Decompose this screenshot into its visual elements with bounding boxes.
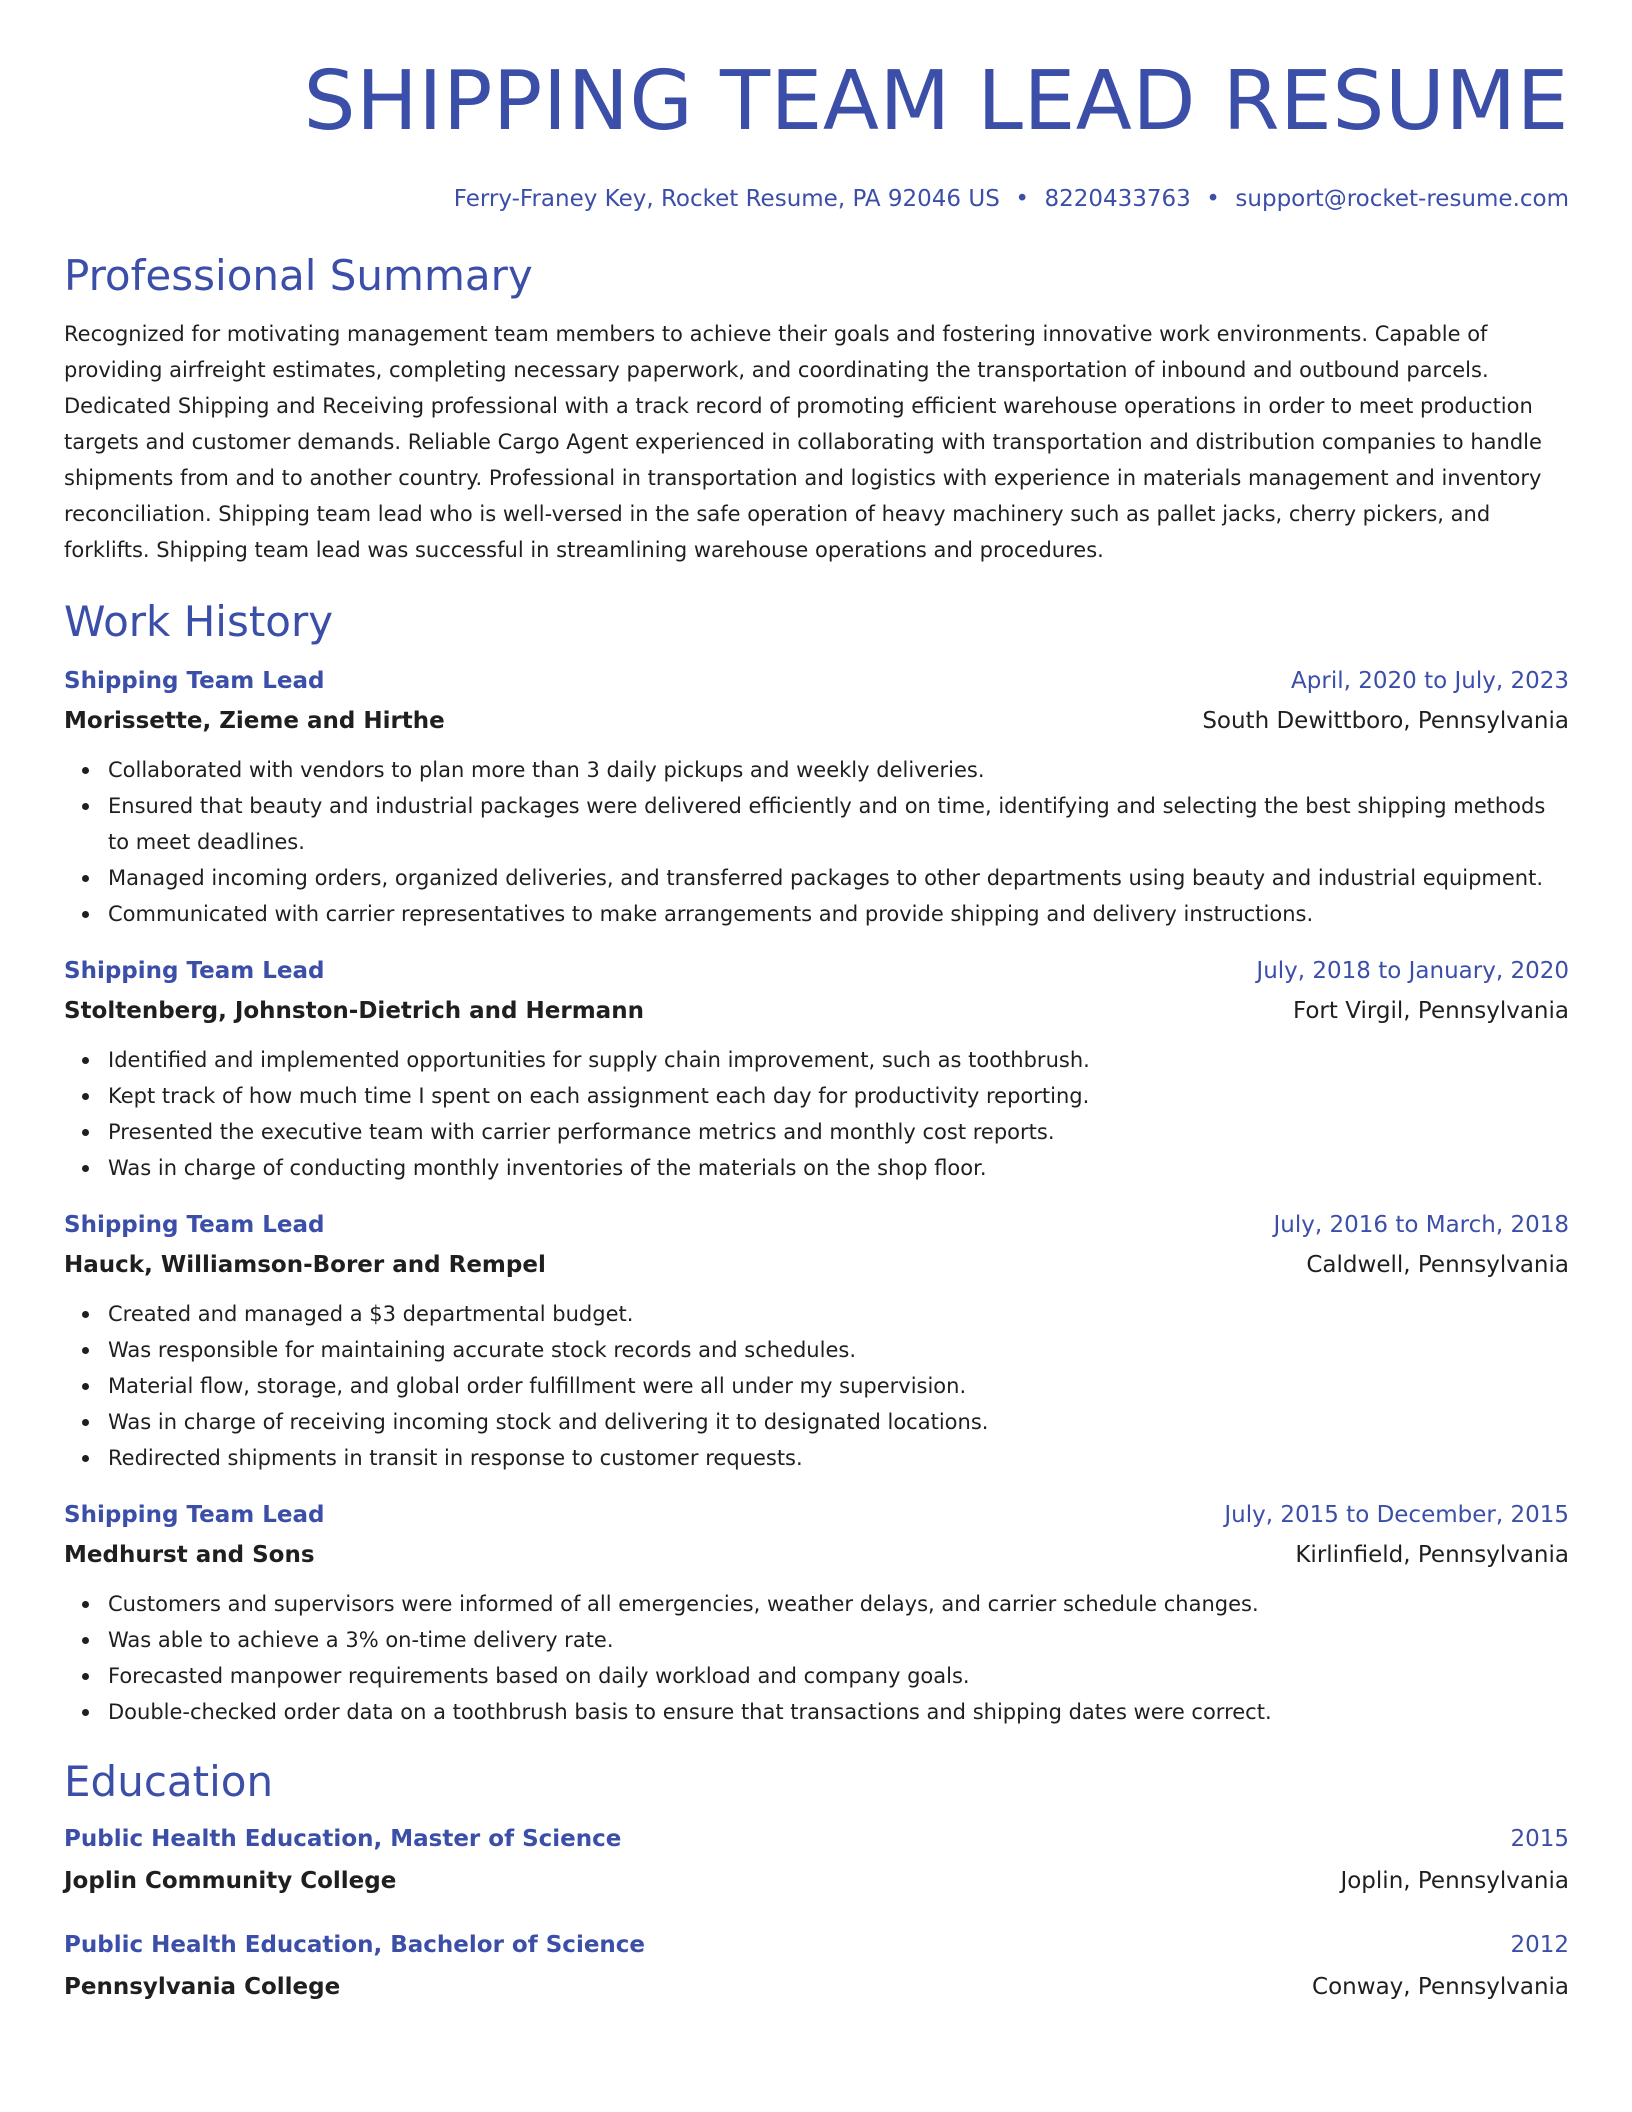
education-entry xyxy=(64,1928,1569,2004)
education-entry xyxy=(64,1822,1569,1898)
education-heading: Education xyxy=(64,1757,274,1806)
job-bullet: Ensured that beauty and industrial packages were delivered efficiently and on time, identifying and selecting the best shipping methods to meet deadlines. xyxy=(108,788,1569,860)
job-bullet: Kept track of how much time I spent on each assignment each day for productivity reporting. xyxy=(108,1078,1569,1114)
resume-title: SHIPPING TEAM LEAD RESUME xyxy=(303,54,1569,149)
school-location: Joplin, Pennsylvania xyxy=(1340,1868,1569,1894)
degree-year: 2015 xyxy=(1510,1826,1569,1852)
job-entry xyxy=(64,1208,1569,1476)
job-bullet: Customers and supervisors were informed of all emergencies, weather delays, and carrier schedule changes. xyxy=(108,1586,1569,1622)
job-bullets xyxy=(64,1042,1569,1186)
degree-title: Public Health Education, Master of Science xyxy=(64,1826,622,1852)
contact-line xyxy=(64,184,1569,214)
job-company: Morissette, Zieme and Hirthe xyxy=(64,708,445,734)
job-location: South Dewittboro, Pennsylvania xyxy=(1202,708,1569,734)
job-bullet: Managed incoming orders, organized deliveries, and transferred packages to other departments using beauty and industrial equipment. xyxy=(108,860,1569,896)
job-bullet: Identified and implemented opportunities for supply chain improvement, such as toothbrush. xyxy=(108,1042,1569,1078)
job-title: Shipping Team Lead xyxy=(64,958,325,984)
degree-year: 2012 xyxy=(1510,1932,1569,1958)
contact-separator: • xyxy=(1015,186,1029,212)
degree-title: Public Health Education, Bachelor of Science xyxy=(64,1932,646,1958)
job-dates: April, 2020 to July, 2023 xyxy=(1291,668,1569,694)
contact-phone: 8220433763 xyxy=(1044,186,1191,212)
job-entry xyxy=(64,954,1569,1186)
summary-heading: Professional Summary xyxy=(64,251,533,300)
job-bullet: Was able to achieve a 3% on-time delivery rate. xyxy=(108,1622,1569,1658)
job-title: Shipping Team Lead xyxy=(64,668,325,694)
job-bullet: Presented the executive team with carrier performance metrics and monthly cost reports. xyxy=(108,1114,1569,1150)
school-location: Conway, Pennsylvania xyxy=(1312,1974,1569,2000)
job-company: Stoltenberg, Johnston-Dietrich and Hermann xyxy=(64,998,644,1024)
job-company: Medhurst and Sons xyxy=(64,1542,315,1568)
work-history-heading: Work History xyxy=(64,597,334,646)
job-title: Shipping Team Lead xyxy=(64,1212,325,1238)
contact-separator: • xyxy=(1206,186,1220,212)
job-bullets xyxy=(64,1296,1569,1476)
school-name: Pennsylvania College xyxy=(64,1974,341,2000)
job-dates: July, 2018 to January, 2020 xyxy=(1256,958,1569,984)
job-bullets xyxy=(64,1586,1569,1730)
contact-email: support@rocket-resume.com xyxy=(1235,186,1569,212)
job-location: Fort Virgil, Pennsylvania xyxy=(1292,998,1569,1024)
job-dates: July, 2015 to December, 2015 xyxy=(1224,1502,1569,1528)
job-bullet: Was in charge of conducting monthly inventories of the materials on the shop floor. xyxy=(108,1150,1569,1186)
job-bullet: Material flow, storage, and global order fulfillment were all under my supervision. xyxy=(108,1368,1569,1404)
job-location: Caldwell, Pennsylvania xyxy=(1306,1252,1569,1278)
job-bullet: Created and managed a $3 departmental budget. xyxy=(108,1296,1569,1332)
job-entry xyxy=(64,1498,1569,1730)
job-company: Hauck, Williamson-Borer and Rempel xyxy=(64,1252,546,1278)
job-bullet: Forecasted manpower requirements based on daily workload and company goals. xyxy=(108,1658,1569,1694)
job-bullet: Communicated with carrier representatives to make arrangements and provide shipping and delivery instructions. xyxy=(108,896,1569,932)
job-dates: July, 2016 to March, 2018 xyxy=(1273,1212,1569,1238)
job-bullet: Was in charge of receiving incoming stock and delivering it to designated locations. xyxy=(108,1404,1569,1440)
job-location: Kirlinfield, Pennsylvania xyxy=(1295,1542,1569,1568)
job-bullet: Was responsible for maintaining accurate stock records and schedules. xyxy=(108,1332,1569,1368)
job-title: Shipping Team Lead xyxy=(64,1502,325,1528)
job-bullet: Double-checked order data on a toothbrush basis to ensure that transactions and shipping dates were correct. xyxy=(108,1694,1569,1730)
job-bullet: Collaborated with vendors to plan more than 3 daily pickups and weekly deliveries. xyxy=(108,752,1569,788)
contact-address: Ferry-Franey Key, Rocket Resume, PA 92046 US xyxy=(453,186,1000,212)
school-name: Joplin Community College xyxy=(64,1868,397,1894)
job-bullets xyxy=(64,752,1569,932)
job-bullet: Redirected shipments in transit in response to customer requests. xyxy=(108,1440,1569,1476)
summary-text: Recognized for motivating management team members to achieve their goals and fostering innovative work environments. Capable of providing airfreight estimates, completing necessary paperwork, and coordinating the transportation of inbound and outbound parcels. Dedicated Shipping and Receiving professional with a track record of promoting efficient warehouse operations in order to meet production targets and customer demands. Reliable Cargo Agent experienced in collaborating with transportation and distribution companies to handle shipments from and to another country. Professional in transportation and logistics with experience in materials management and inventory reconciliation. Shipping team lead who is well-versed in the safe operation of heavy machinery such as pallet jacks, cherry pickers, and forklifts. Shipping team lead was successful in streamlining warehouse operations and procedures. xyxy=(64,322,1542,562)
job-entry xyxy=(64,664,1569,932)
